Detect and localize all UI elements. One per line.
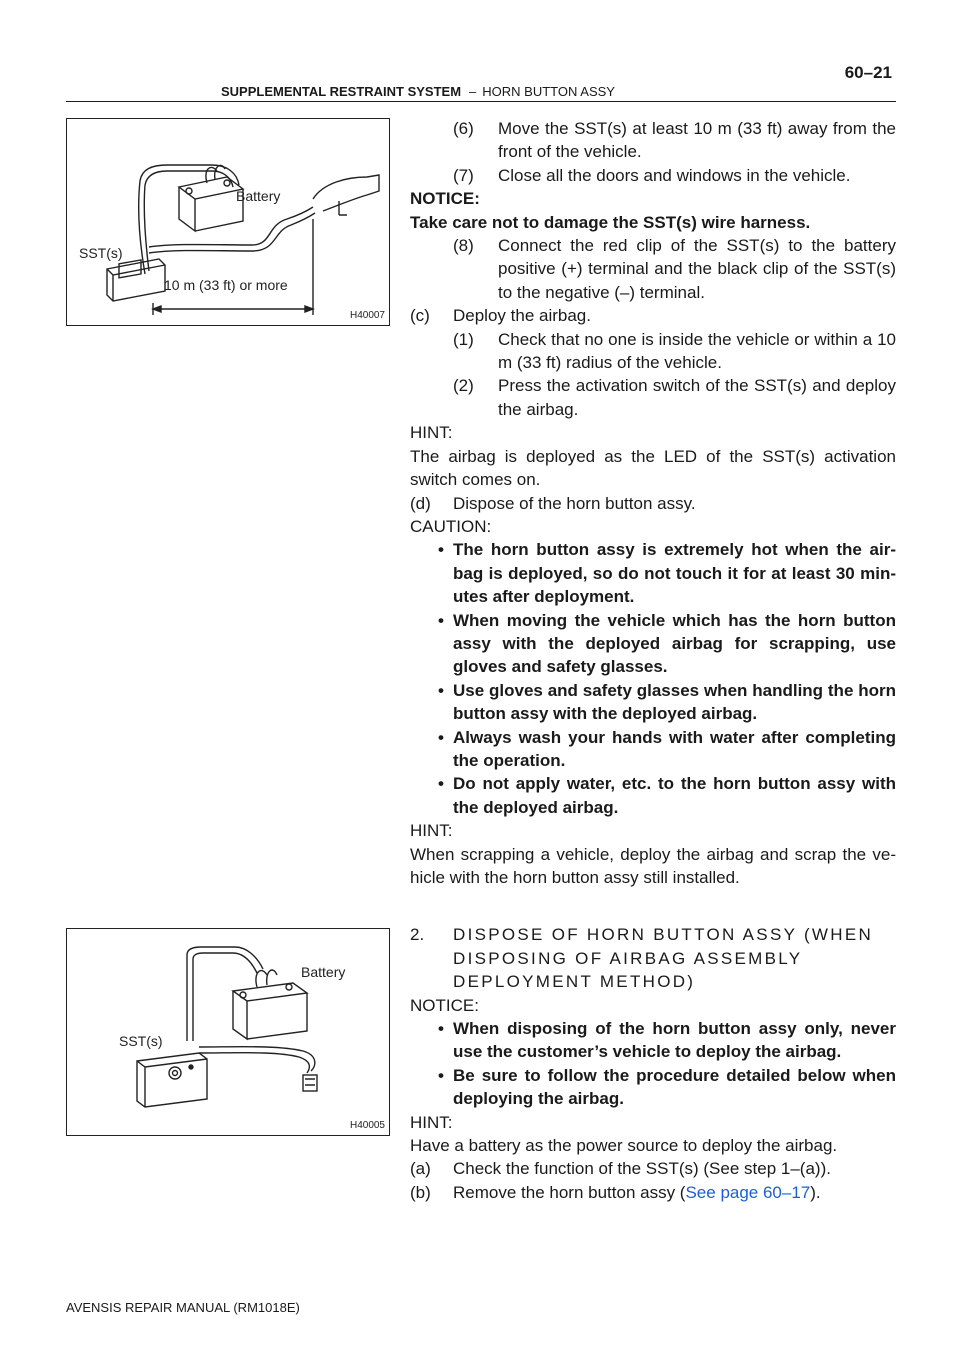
bullet-icon: • bbox=[438, 727, 444, 747]
step-b bbox=[410, 1181, 896, 1204]
step-7-number: (7) bbox=[453, 165, 474, 185]
step-2-heading bbox=[410, 923, 896, 993]
bullet-icon: • bbox=[438, 774, 444, 794]
caution-item-text: When moving the vehicle which has the horn button assy with the deployed airbag for scrapping, use gloves and safety glasses. bbox=[453, 610, 896, 677]
figure-1-drawing bbox=[67, 119, 389, 325]
step-c2-number: (2) bbox=[453, 376, 474, 396]
hint-3-title: HINT: bbox=[410, 1112, 453, 1132]
notice-2-title: NOTICE: bbox=[410, 995, 479, 1015]
caution-item bbox=[410, 538, 896, 608]
figure-2-drawing bbox=[67, 929, 389, 1135]
notice-item bbox=[410, 1017, 896, 1064]
step-6-number: (6) bbox=[453, 119, 474, 138]
bullet-icon: • bbox=[438, 680, 444, 700]
page-number: 60–21 bbox=[844, 63, 892, 82]
step-8-text: Connect the red clip of the SST(s) to the battery positive (+) terminal and the black clip of the SST(s) to the negative (–) terminal. bbox=[498, 236, 896, 302]
caution-item bbox=[410, 679, 896, 726]
header-rule bbox=[66, 101, 896, 102]
procedure-text bbox=[410, 117, 896, 1204]
figure-sst-battery-setup bbox=[66, 928, 390, 1136]
hint-3-text: Have a battery as the power source to deploy the airbag. bbox=[410, 1136, 838, 1156]
running-header bbox=[221, 84, 615, 99]
step-2-number: 2. bbox=[410, 925, 425, 945]
caution-item bbox=[410, 772, 896, 819]
step-a-number: (a) bbox=[410, 1159, 431, 1179]
notice-item-text: Be sure to follow the procedure detailed below when deploying the airbag. bbox=[453, 1065, 896, 1109]
step-6 bbox=[410, 117, 896, 164]
caution-item bbox=[410, 609, 896, 679]
caution-item-text: Use gloves and safety glasses when handling the horn button assy with the deployed airbag. bbox=[453, 680, 896, 724]
step-2-title: DISPOSE OF HORN BUTTON ASSY (WHEN DISPOSING OF AIRBAG ASSEMBLY DEPLOYMENT METHOD) bbox=[453, 925, 874, 992]
figure-1-battery-label: Battery bbox=[236, 188, 281, 204]
section-title: SUPPLEMENTAL RESTRAINT SYSTEM bbox=[221, 84, 462, 99]
figure-2-battery-label: Battery bbox=[301, 964, 346, 980]
subsection-title: HORN BUTTON ASSY bbox=[482, 84, 615, 99]
caution-item bbox=[410, 726, 896, 773]
caution-item-text: Always wash your hands with water after completing the operation. bbox=[453, 727, 896, 770]
step-c1 bbox=[410, 328, 896, 375]
figure-1-distance-label: 10 m (33 ft) or more bbox=[164, 277, 288, 293]
step-8 bbox=[410, 234, 896, 304]
step-c2 bbox=[410, 374, 896, 421]
see-page-link[interactable]: See page 60–17 bbox=[685, 1182, 811, 1202]
step-d-text: Dispose of the horn button assy. bbox=[453, 493, 696, 513]
step-a bbox=[410, 1157, 896, 1180]
step-6-text: Move the SST(s) at least 10 m (33 ft) away from the front of the vehicle. bbox=[498, 119, 896, 162]
header-dash: – bbox=[469, 84, 477, 99]
step-8-number: (8) bbox=[453, 236, 474, 256]
notice-item-text: When disposing of the horn button assy only, never use the customer’s vehicle to deploy the airbag. bbox=[453, 1019, 896, 1062]
section-spacer bbox=[410, 889, 896, 923]
bullet-icon: • bbox=[438, 1065, 444, 1085]
caution-item-text: Do not apply water, etc. to the horn button assy with the deployed airbag. bbox=[453, 774, 896, 817]
step-c2-text: Press the activation switch of the SST(s) and deploy the airbag. bbox=[498, 376, 896, 419]
hint-2-title: HINT: bbox=[410, 821, 453, 841]
bullet-icon: • bbox=[438, 610, 444, 630]
notice-item bbox=[410, 1064, 896, 1111]
figure-2-id: H40005 bbox=[349, 1120, 385, 1131]
hint-2-text: When scrapping a vehicle, deploy the airbag and scrap the ve-hicle with the horn button assy still installed. bbox=[410, 844, 896, 887]
step-d bbox=[410, 492, 896, 515]
figure-1-sst-label: SST(s) bbox=[79, 245, 123, 261]
bullet-icon: • bbox=[438, 540, 444, 560]
step-7 bbox=[410, 164, 896, 187]
step-b-number: (b) bbox=[410, 1182, 431, 1202]
step-a-text: Check the function of the SST(s) (See step 1–(a)). bbox=[453, 1159, 831, 1179]
bullet-icon: • bbox=[438, 1019, 444, 1039]
step-c-text: Deploy the airbag. bbox=[453, 306, 591, 326]
step-b-text-end: ). bbox=[810, 1182, 821, 1202]
figure-sst-distance bbox=[66, 118, 390, 326]
footer-manual-title: AVENSIS REPAIR MANUAL (RM1018E) bbox=[66, 1300, 300, 1315]
step-d-number: (d) bbox=[410, 493, 431, 513]
step-b-text: Remove the horn button assy ( bbox=[453, 1182, 686, 1202]
step-c-number: (c) bbox=[410, 306, 430, 326]
step-c1-text: Check that no one is inside the vehicle or within a 10 m (33 ft) radius of the vehicle. bbox=[498, 329, 896, 373]
figure-2-sst-label: SST(s) bbox=[119, 1033, 163, 1049]
notice-1-text: Take care not to damage the SST(s) wire harness. bbox=[410, 212, 811, 232]
hint-1-text: The airbag is deployed as the LED of the SST(s) activation switch comes on. bbox=[410, 446, 896, 490]
caution-item-text: The horn button assy is extremely hot when the air-bag is deployed, so do not touch it for at least 30 min-utes after deployment. bbox=[453, 540, 896, 607]
notice-1-title: NOTICE: bbox=[410, 189, 480, 209]
step-7-text: Close all the doors and windows in the vehicle. bbox=[498, 165, 851, 185]
figure-1-id: H40007 bbox=[349, 310, 385, 321]
caution-title: CAUTION: bbox=[410, 516, 492, 536]
hint-1-title: HINT: bbox=[410, 423, 453, 443]
step-c bbox=[410, 304, 896, 327]
step-c1-number: (1) bbox=[453, 329, 474, 349]
